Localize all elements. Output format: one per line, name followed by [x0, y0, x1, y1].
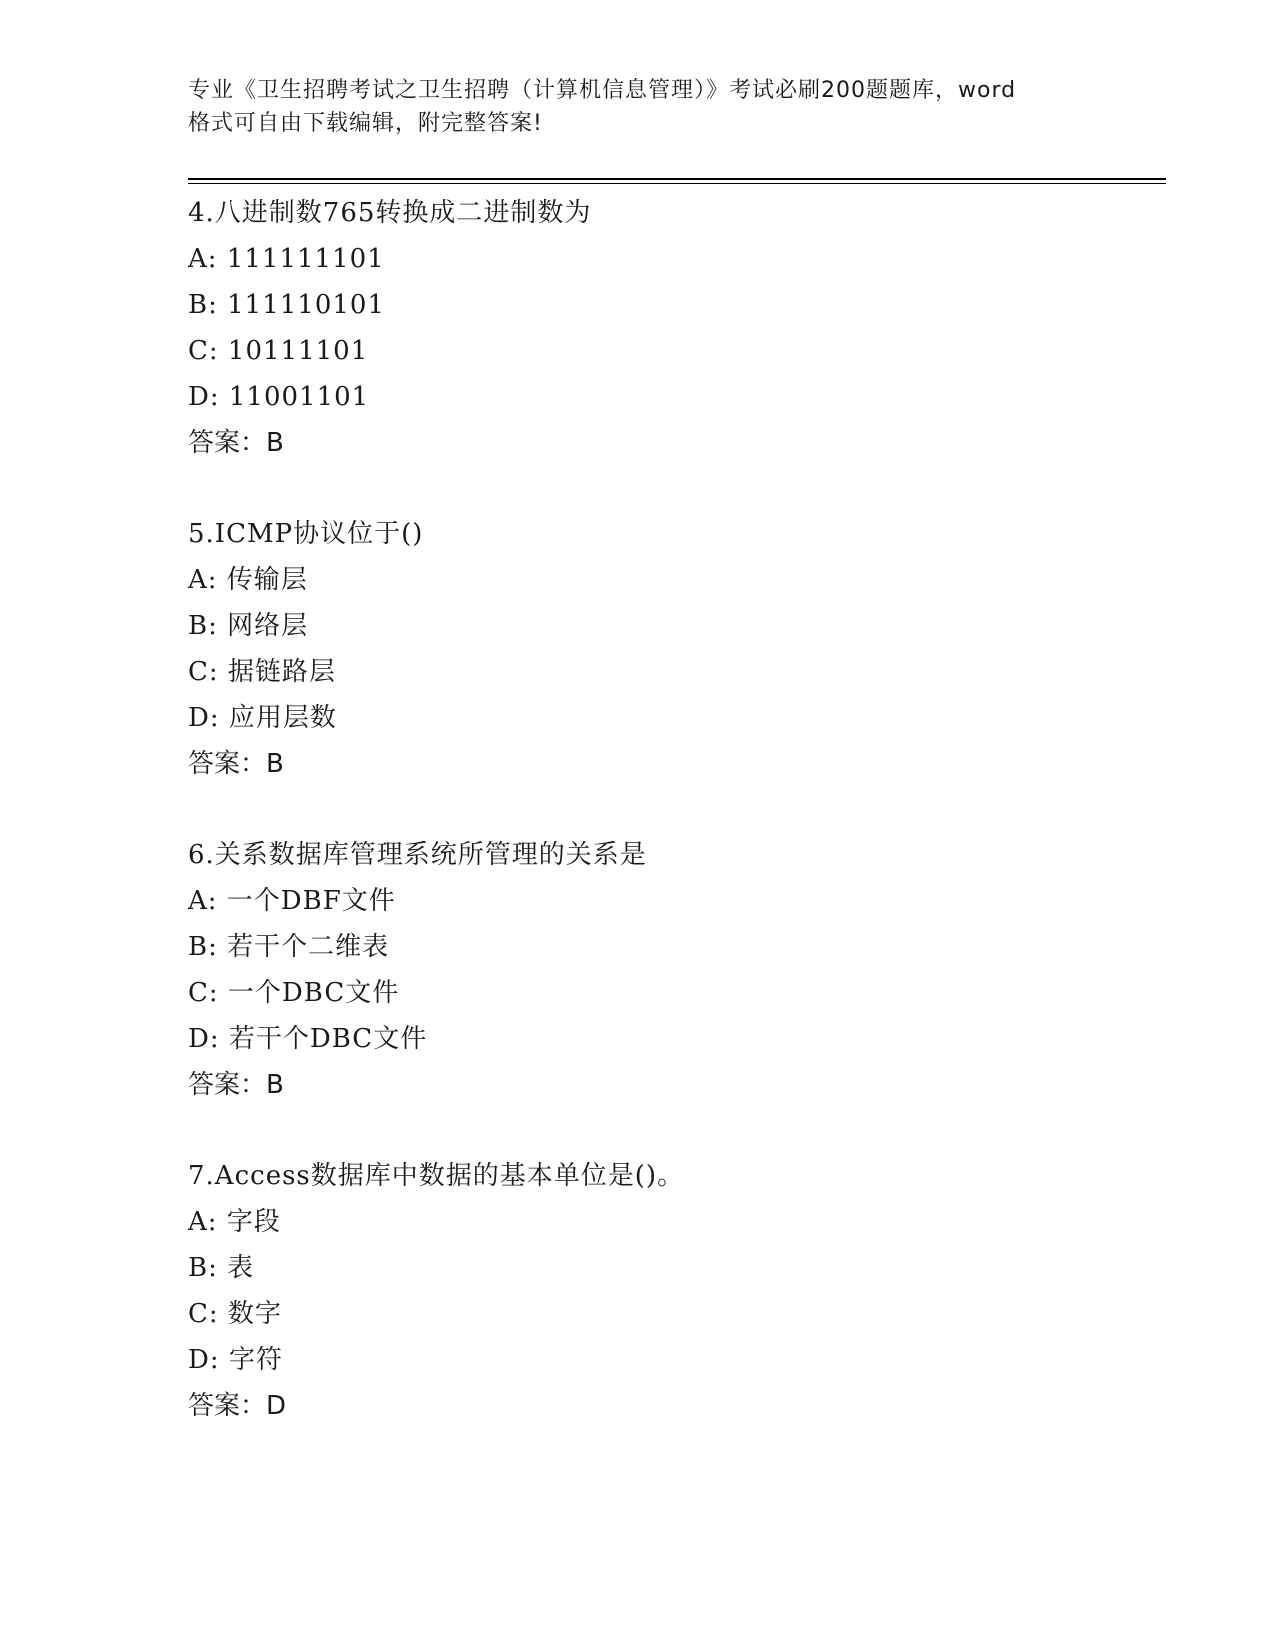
question-stem: 5.ICMP协议位于() [188, 519, 424, 549]
answer-line: 答案：B [188, 749, 284, 779]
document-header [188, 74, 1118, 140]
question-block-5 [188, 511, 1166, 787]
answer-line: 答案：B [188, 428, 284, 458]
option-c: C: 一个DBC文件 [188, 978, 400, 1008]
answer-line: 答案：B [188, 1070, 284, 1100]
question-stem: 4.八进制数765转换成二进制数为 [188, 198, 592, 228]
option-c: C: 数字 [188, 1299, 282, 1329]
option-a: A: 字段 [188, 1207, 281, 1237]
question-block-7 [188, 1153, 1166, 1429]
option-b: B: 表 [188, 1253, 255, 1283]
option-a: A: 111111101 [188, 244, 385, 274]
option-b: B: 若干个二维表 [188, 932, 390, 962]
option-a: A: 传输层 [188, 565, 308, 595]
option-d: D: 应用层数 [188, 703, 337, 733]
question-block-4 [188, 190, 1166, 466]
header-divider-thin [188, 183, 1166, 184]
option-d: D: 若干个DBC文件 [188, 1024, 428, 1054]
option-d: D: 字符 [188, 1345, 283, 1375]
question-stem: 6.关系数据库管理系统所管理的关系是 [188, 840, 647, 870]
question-block-6 [188, 832, 1166, 1108]
header-divider-thick [188, 178, 1166, 180]
option-c: C: 10111101 [188, 336, 369, 366]
header-line-1: 专业《卫生招聘考试之卫生招聘（计算机信息管理）》考试必刷200题题库，word [188, 78, 1017, 103]
option-b: B: 网络层 [188, 611, 309, 641]
header-line-2: 格式可自由下载编辑，附完整答案! [188, 111, 543, 136]
question-list [188, 190, 1166, 1474]
question-stem: 7.Access数据库中数据的基本单位是()。 [188, 1161, 685, 1191]
option-c: C: 据链路层 [188, 657, 336, 687]
option-a: A: 一个DBF文件 [188, 886, 396, 916]
option-d: D: 11001101 [188, 382, 370, 412]
answer-line: 答案：D [188, 1391, 287, 1421]
option-b: B: 111110101 [188, 290, 386, 320]
